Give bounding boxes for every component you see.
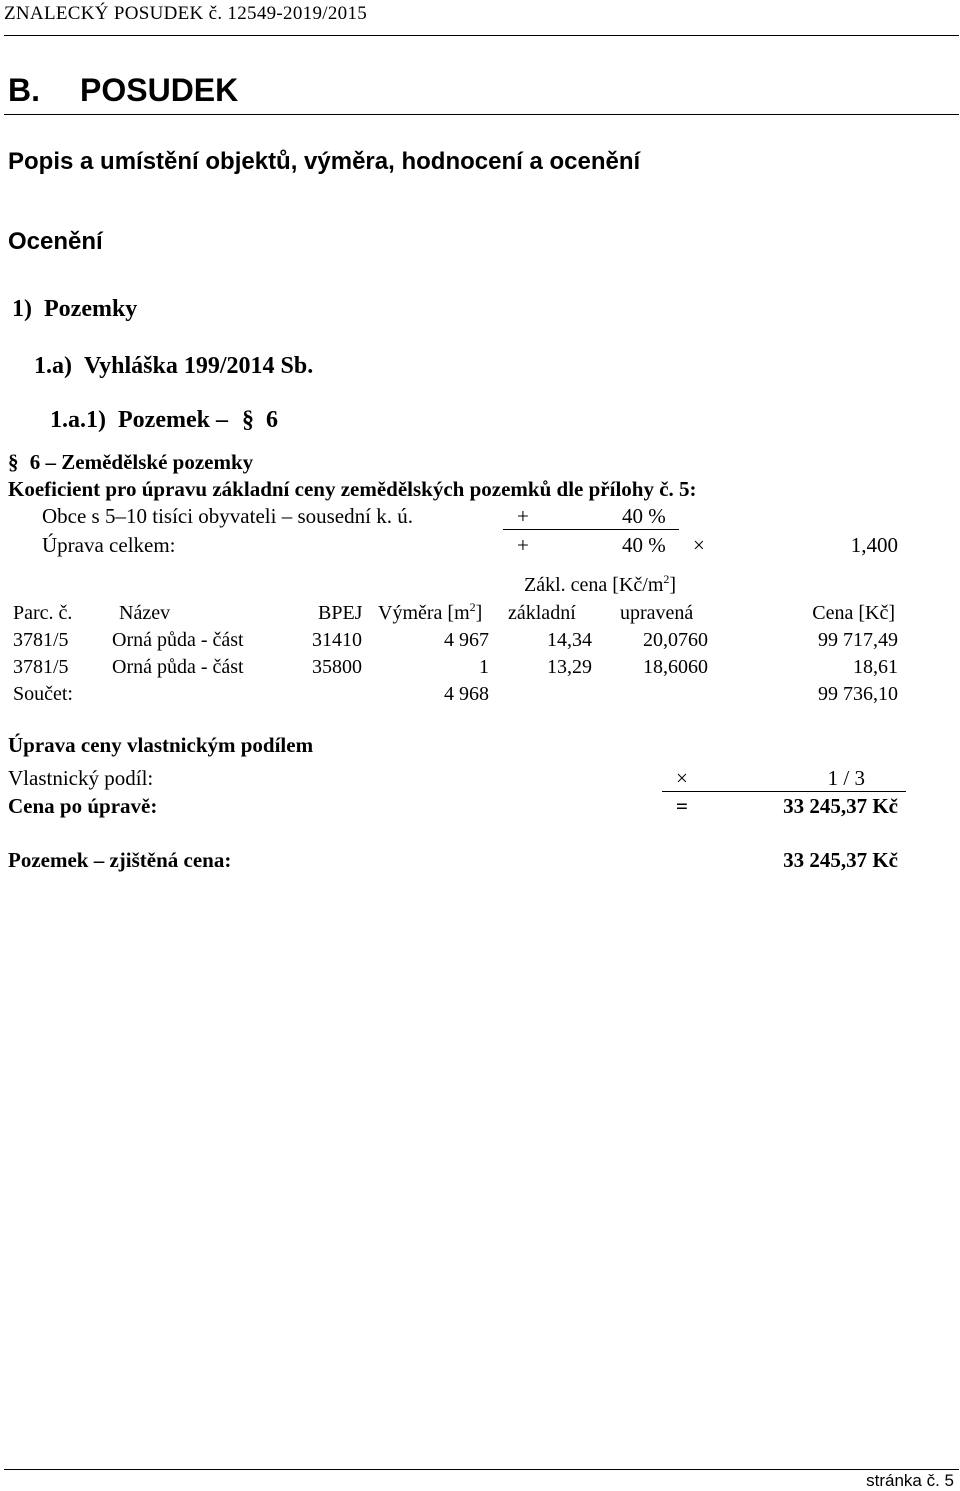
cell-vymera: 1: [479, 656, 489, 678]
header-cena: Cena [Kč]: [812, 602, 895, 624]
cell-upravena: 18,6060: [643, 656, 708, 678]
section-letter: B.: [8, 72, 40, 108]
uprava-celkem-result: 1,400: [850, 533, 898, 557]
header-zakladni: základní: [508, 602, 576, 624]
pozemky-num: 1): [12, 296, 32, 322]
cell-bpej: 31410: [312, 629, 362, 651]
koeficient-line: Koeficient pro úpravu základní ceny zemědělských pozemků dle přílohy č. 5:: [8, 477, 697, 501]
header-bpej: BPEJ: [318, 602, 363, 624]
footer-rule: [4, 1469, 959, 1470]
header-parc: Parc. č.: [13, 602, 73, 624]
uprava-celkem-sign: +: [517, 533, 529, 557]
cell-nazev: Orná půda - část: [112, 629, 244, 651]
pozemky-heading: [12, 296, 137, 323]
footer-page: stránka č. 5: [866, 1471, 954, 1490]
podil-underline: [662, 791, 906, 792]
obce-label: Obce s 5–10 tisíci obyvateli – sousední k. ú.: [42, 504, 413, 528]
group-header-end: ]: [669, 574, 677, 596]
podil-label: Vlastnický podíl:: [8, 766, 154, 790]
cell-zakladni: 13,29: [547, 656, 592, 678]
header-upravena: upravená: [620, 602, 694, 624]
sum-label: Součet:: [13, 683, 73, 705]
section-rule: [4, 114, 959, 115]
oceneni-heading: Ocenění: [8, 228, 103, 255]
cell-nazev: Orná půda - část: [112, 656, 244, 678]
pozemky-label: Pozemky: [44, 296, 138, 322]
obce-value: 40 %: [622, 504, 666, 528]
group-header-text: Zákl. cena [Kč/m: [524, 574, 664, 596]
paragraph-sign: §: [241, 407, 254, 433]
cell-cena: 18,61: [853, 656, 898, 678]
cell-zakladni: 14,34: [547, 629, 592, 651]
header-vymera-sup: 2: [469, 600, 476, 614]
vyhlaska-label: Vyhláška 199/2014 Sb.: [84, 353, 314, 379]
obce-sign: +: [517, 504, 529, 528]
times-icon: ×: [676, 766, 688, 790]
paragraph-text: 6 – Zemědělské pozemky: [29, 450, 254, 474]
header-vymera-end: ]: [475, 602, 483, 624]
vyhlaska-heading: [34, 353, 313, 380]
times-icon: ×: [693, 533, 705, 557]
paragraph-line: [8, 450, 253, 475]
pozemek-para-num: 6: [265, 407, 278, 433]
header-vymera-text: Výměra [m: [378, 602, 470, 624]
obce-underline: [503, 529, 679, 530]
zjistena-value: 33 245,37 Kč: [783, 848, 898, 872]
zjistena-label: Pozemek – zjištěná cena:: [8, 848, 232, 872]
cell-bpej: 35800: [312, 656, 362, 678]
cell-upravena: 20,0760: [643, 629, 708, 651]
pozemek-label: Pozemek –: [118, 407, 228, 433]
cell-cena: 99 717,49: [818, 629, 898, 651]
header-nazev: Název: [119, 602, 171, 624]
section-name: POSUDEK: [80, 72, 239, 108]
pozemek-num: 1.a.1): [50, 407, 106, 433]
uprava-ceny-title: Úprava ceny vlastnickým podílem: [8, 733, 314, 757]
equals-sign: =: [676, 794, 688, 818]
podil-value: 1 / 3: [827, 766, 865, 790]
subtitle: Popis a umístění objektů, výměra, hodnocení a ocenění: [8, 148, 641, 175]
cell-vymera: 4 967: [444, 629, 489, 651]
sum-cena: 99 736,10: [818, 683, 898, 705]
header-rule: [4, 35, 959, 36]
cell-parc: 3781/5: [13, 629, 69, 651]
header-vymera: [378, 602, 482, 625]
table-group-header: [524, 574, 676, 597]
paragraph-sign: §: [8, 450, 19, 474]
section-heading: [8, 72, 239, 109]
header-title: ZNALECKÝ POSUDEK č. 12549-2019/2015: [4, 3, 368, 24]
document-header: [4, 3, 367, 25]
cell-parc: 3781/5: [13, 656, 69, 678]
po-uprave-label: Cena po úpravě:: [8, 794, 158, 818]
vyhlaska-num: 1.a): [34, 353, 72, 379]
po-uprave-value: 33 245,37 Kč: [783, 794, 898, 818]
uprava-celkem-value: 40 %: [622, 533, 666, 557]
uprava-celkem-label: Úprava celkem:: [42, 533, 176, 557]
group-header-sup: 2: [663, 572, 670, 586]
pozemek-heading: [50, 407, 278, 434]
sum-vymera: 4 968: [444, 683, 489, 705]
